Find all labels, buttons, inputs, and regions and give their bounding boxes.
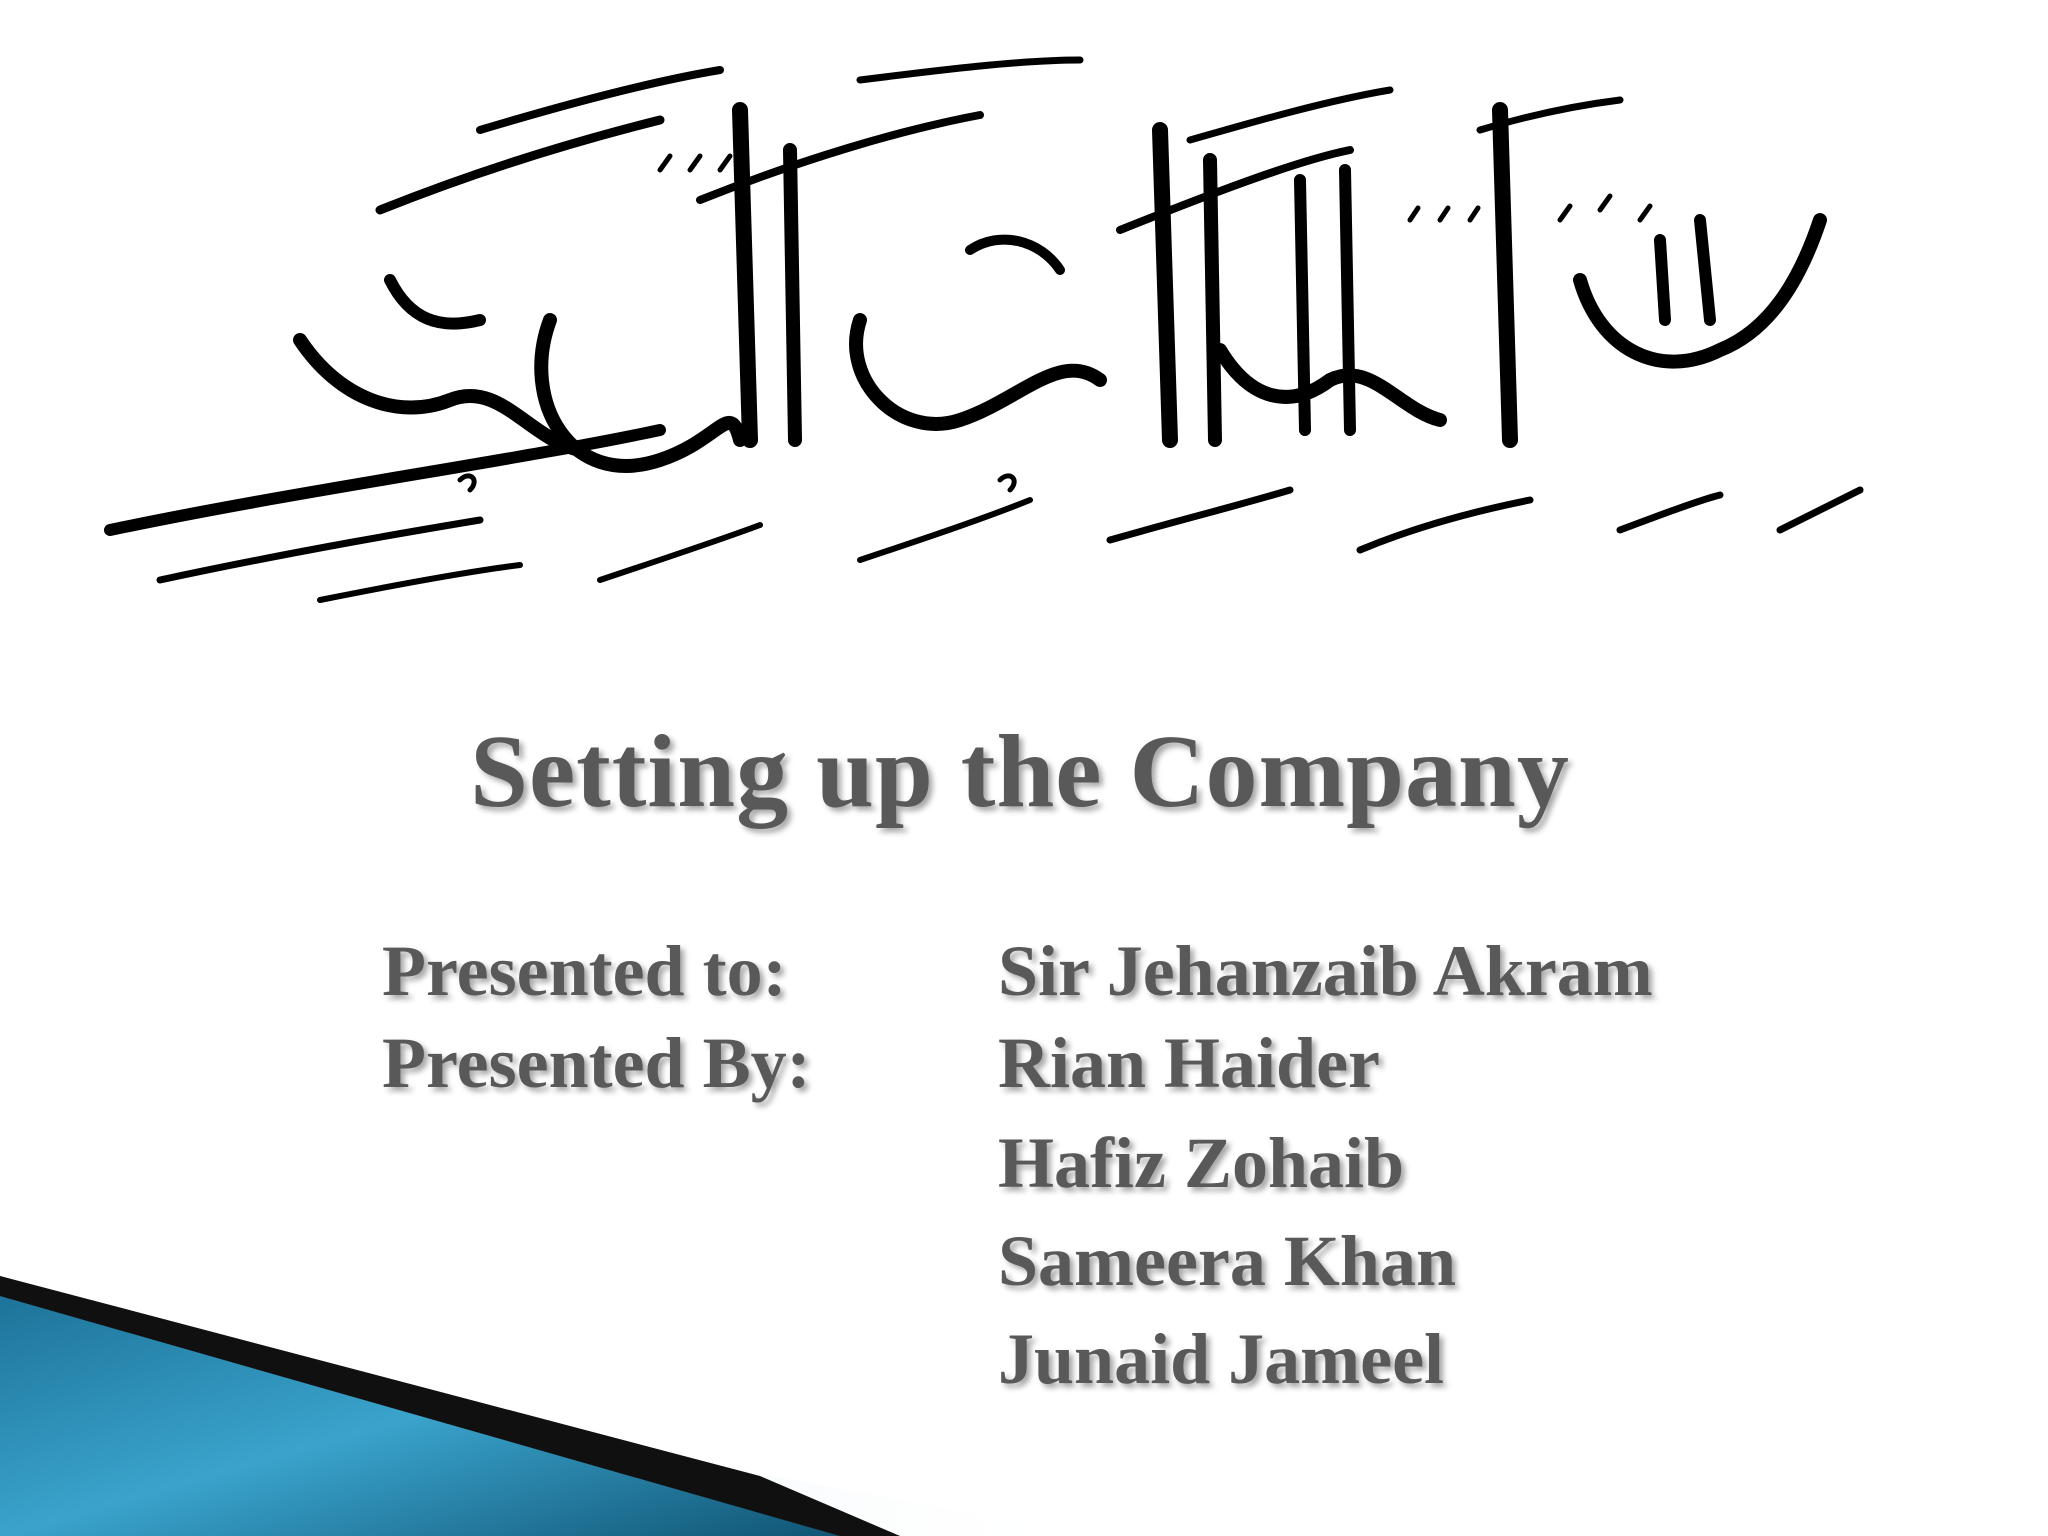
presenter-name: Hafiz Zohaib [998,1123,1405,1203]
presenter-name: Junaid Jameel [998,1319,1445,1399]
corner-swoosh-decoration [0,1276,1100,1536]
slide-title: Setting up the Company [470,714,1570,829]
presenter-name: Rian Haider [998,1023,1381,1103]
presented-to-name: Sir Jehanzaib Akram [998,931,1653,1011]
presented-to-label: Presented to: [382,931,787,1011]
basmala-calligraphy [100,20,1900,620]
presented-by-label: Presented By: [382,1023,811,1103]
presenter-name: Sameera Khan [998,1221,1456,1301]
